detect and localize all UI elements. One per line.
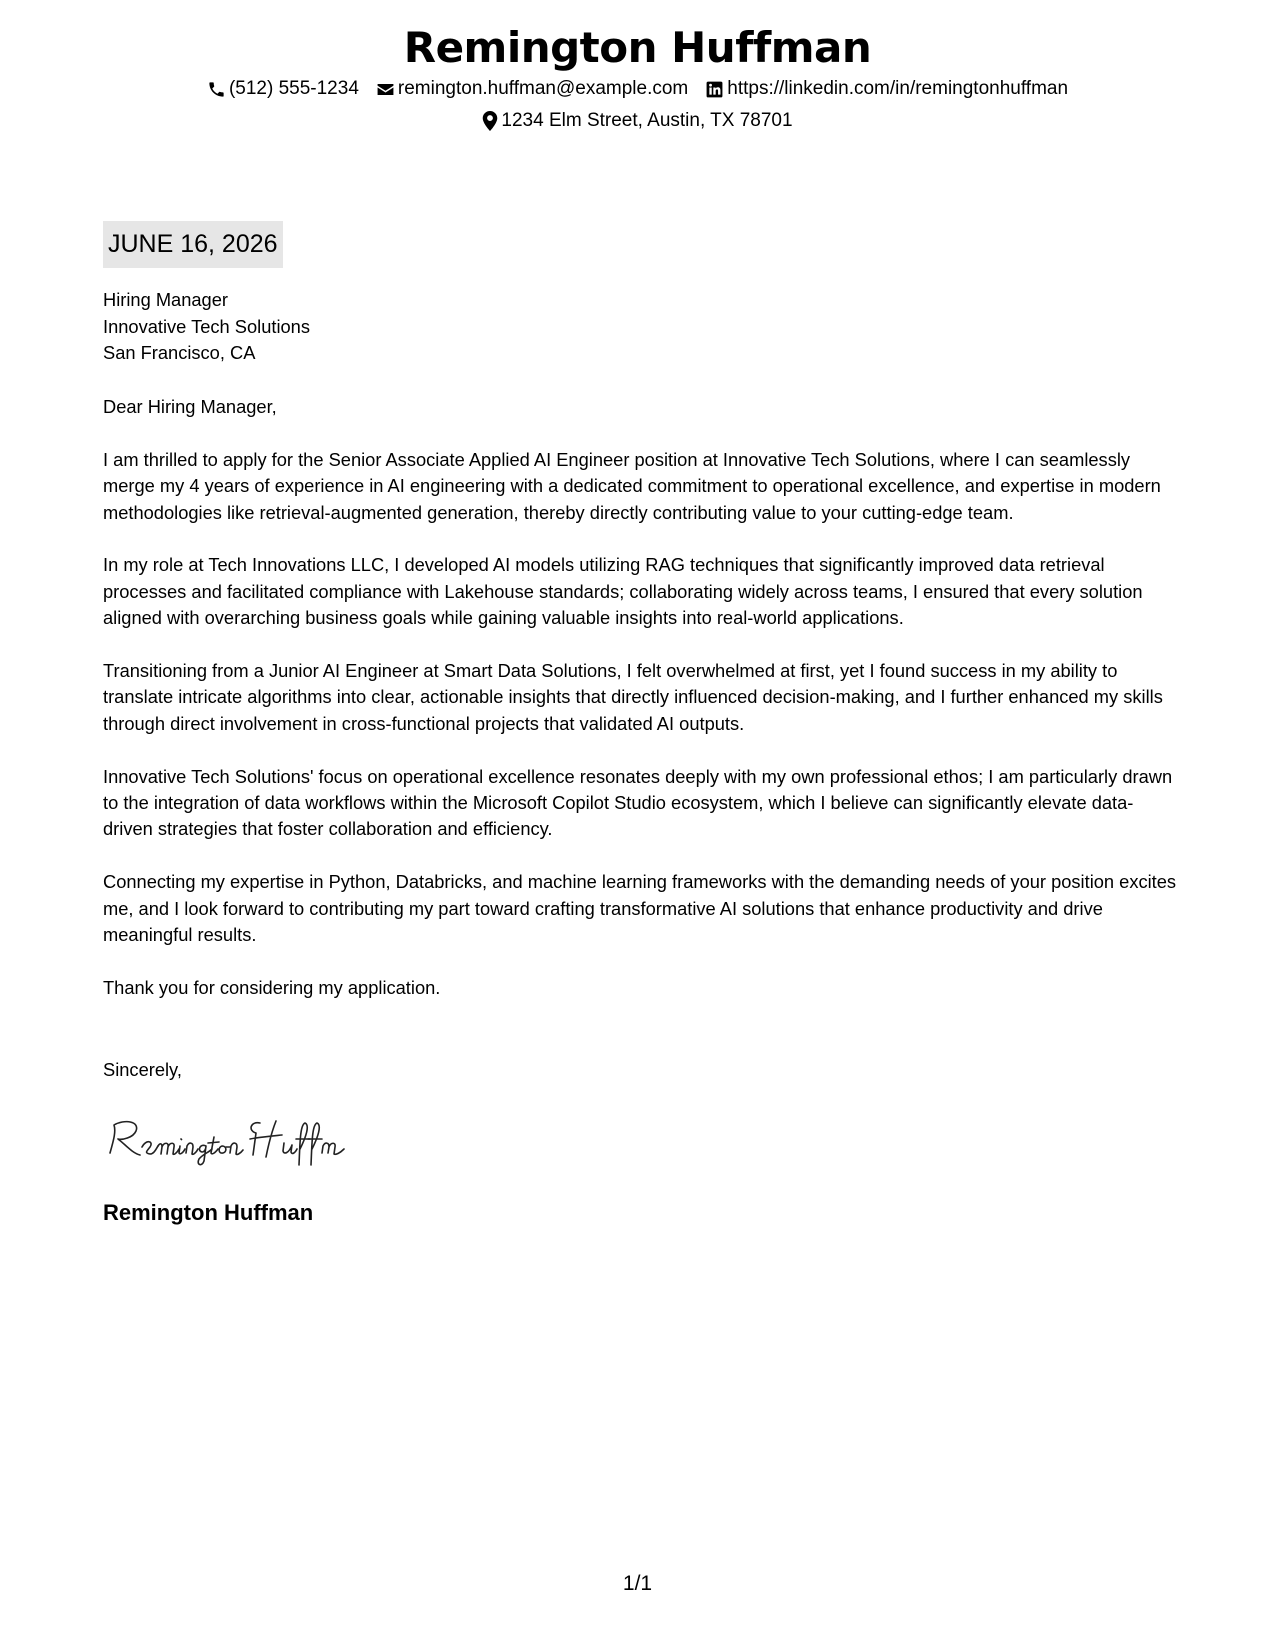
linkedin-contact[interactable] (705, 78, 1068, 100)
page-number: 1/1 (622, 1572, 653, 1595)
closing-salutation: Sincerely, (103, 1059, 182, 1080)
contact-row (0, 78, 1275, 100)
signer-name: Remington Huffman (103, 1200, 314, 1225)
recipient-block (103, 287, 310, 367)
address-row (0, 110, 1275, 132)
address-contact (482, 110, 792, 132)
phone-number: (512) 555-1234 (228, 78, 359, 99)
applicant-name: Remington Huffman (403, 23, 872, 72)
letter-body (103, 394, 1178, 1028)
street-address: 1234 Elm Street, Austin, TX 78701 (501, 110, 793, 131)
recipient-company: Innovative Tech Solutions (103, 315, 310, 337)
phone-contact (207, 78, 359, 100)
paragraph-intro: I am thrilled to apply for the Senior Associate Applied AI Engineer position at Innovative Tech Solutions, where I can seamlessly merge my 4 years of experience in AI engineering with a dedicated commitment to operational excellence, and expertise in modern methodologies like retrieval-augmented generation, thereby directly contributing value to your cutting-edge team. (103, 448, 1161, 523)
paragraph-current-role: In my role at Tech Innovations LLC, I developed AI models utilizing RAG techniques that significantly improved data retrieval processes and facilitated compliance with Lakehouse standards; collaborating widely across teams, I ensured that every solution aligned with overarching business goals while gaining valuable insights into real-world applications. (103, 554, 1143, 629)
linkedin-icon (705, 80, 724, 99)
paragraph-previous-role: Transitioning from a Junior AI Engineer at Smart Data Solutions, I felt overwhelmed at first, yet I found success in my ability to translate intricate algorithms into clear, actionable insights that directly influenced decision-making, and I further enhanced my skills through direct involvement in cross-functional projects that validated AI outputs. (103, 660, 1163, 734)
phone-icon (207, 80, 226, 99)
recipient-location: San Francisco, CA (103, 342, 256, 363)
email-contact[interactable] (376, 78, 688, 100)
greeting: Dear Hiring Manager, (103, 396, 277, 417)
recipient-title: Hiring Manager (103, 289, 228, 310)
paragraph-company-fit: Innovative Tech Solutions' focus on operational excellence resonates deeply with my own professional ethos; I am particularly drawn to the integration of data workflows within the Microsoft Copilot Studio ecosystem, which I believe can significantly elevate data-driven strategies that foster collaboration and efficiency. (103, 765, 1173, 840)
handwritten-signature (100, 1109, 370, 1169)
letter-date: JUNE 16, 2026 (103, 221, 283, 268)
letter-header (0, 18, 1275, 132)
map-pin-icon (482, 111, 498, 131)
paragraph-skills: Connecting my expertise in Python, Databricks, and machine learning frameworks with the demanding needs of your position excites me, and I look forward to contributing my part toward crafting transformative AI solutions that enhance productivity and drive meaningful results. (103, 871, 1177, 946)
paragraph-thanks: Thank you for considering my application. (103, 976, 441, 998)
linkedin-url[interactable]: https://linkedin.com/in/remingtonhuffman (727, 78, 1069, 99)
email-address[interactable]: remington.huffman@example.com (397, 78, 689, 99)
envelope-icon (376, 80, 395, 99)
